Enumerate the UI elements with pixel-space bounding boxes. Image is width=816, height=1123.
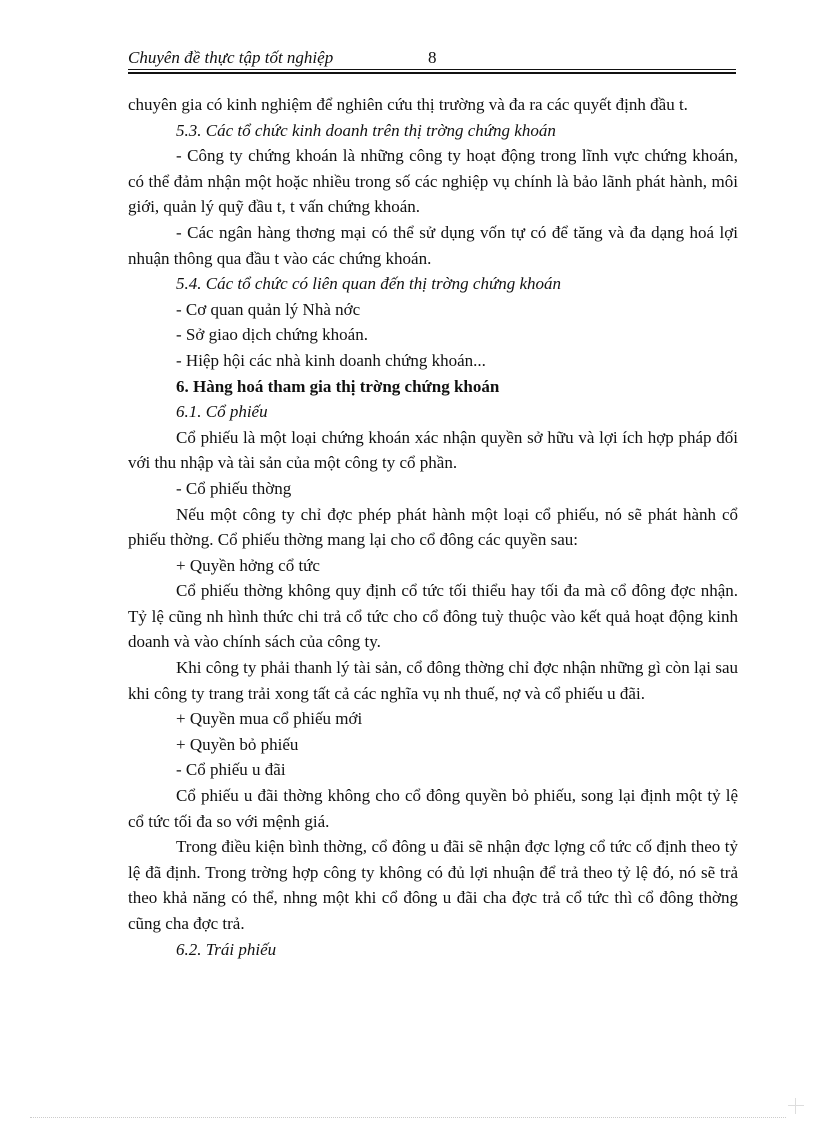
section-heading-6: 6. Hàng hoá tham gia thị trờng chứng khoán <box>176 376 500 396</box>
section-heading-5-3: 5.3. Các tổ chức kinh doanh trên thị trờng chứng khoán <box>176 120 556 140</box>
page-number: 8 <box>428 48 437 67</box>
header-rule-thin <box>128 69 736 70</box>
paragraph-preferred-voting: Cổ phiếu u đãi thờng không cho cổ đông quyền bỏ phiếu, song lại định một tỷ lệ cổ tức tối đa so với mệnh giá. <box>128 786 738 831</box>
section-heading-6-1: 6.1. Cổ phiếu <box>176 402 268 422</box>
header-title: Chuyên đề thực tập tốt nghiệp <box>128 48 334 67</box>
paragraph-dividend-policy: Cổ phiếu thờng không quy định cổ tức tối thiểu hay tối đa mà cổ đông đợc nhận. Tỷ lệ cũng nh hình thức chi trả cổ tức cho cổ đông tuỳ thuộc vào kết quả hoạt động kinh doanh và vào chính sách của công ty. <box>128 581 738 652</box>
list-item-stock-exchange: - Sở giao dịch chứng khoán. <box>176 325 368 345</box>
paragraph-preferred-dividend: Trong điều kiện bình thờng, cổ đông u đãi sẽ nhận đợc lợng cổ tức cố định theo tỷ lệ đã định. Trong trờng hợp công ty không có đủ lợi nhuận để trả theo tỷ lệ đó, nó sẽ trả theo khả năng có thể, nhng một khi cổ đông u đãi cha đợc trả cổ tức thì cổ đông thờng cũng cha đợc trả. <box>128 837 738 933</box>
list-item-voting-right: + Quyền bỏ phiếu <box>176 734 299 754</box>
page-header <box>128 48 736 68</box>
list-item-state-agency: - Cơ quan quản lý Nhà nớc <box>176 299 361 319</box>
footer-dotted-line <box>30 1117 786 1118</box>
paragraph-research: chuyên gia có kinh nghiệm để nghiên cứu thị trường và đa ra các quyết định đầu t. <box>128 95 688 114</box>
paragraph-common-stock-rights: Nếu một công ty chỉ đợc phép phát hành một loại cổ phiếu, nó sẽ phát hành cổ phiếu thờng. Cổ phiếu thờng mang lại cho cổ đông các quyền sau: <box>128 504 738 550</box>
paragraph-securities-company: - Công ty chứng khoán là những công ty hoạt động trong lĩnh vực chứng khoán, có thể đảm nhận một hoặc nhiều trong số các nghiệp vụ chính là bảo lãnh phát hành, môi giới, quản lý quỹ đầu t, t vấn chứng khoán. <box>128 146 738 217</box>
document-body <box>128 92 738 962</box>
header-rule-thick <box>128 72 736 74</box>
section-heading-6-2: 6.2. Trái phiếu <box>176 939 277 959</box>
paragraph-liquidation: Khi công ty phải thanh lý tài sản, cổ đông thờng chỉ đợc nhận những gì còn lại sau khi công ty trang trải xong tất cả các nghĩa vụ nh thuế, nợ và cổ phiếu u đãi. <box>128 658 738 703</box>
section-heading-5-4: 5.4. Các tổ chức có liên quan đến thị trờng chứng khoán <box>176 274 562 294</box>
paragraph-stock-definition: Cổ phiếu là một loại chứng khoán xác nhận quyền sở hữu và lợi ích hợp pháp đối với thu nhập và tài sản của một công ty cổ phần. <box>128 427 738 473</box>
list-item-purchase-right: + Quyền mua cổ phiếu mới <box>176 709 363 729</box>
list-item-dealers-association: - Hiệp hội các nhà kinh doanh chứng khoán... <box>176 350 486 370</box>
list-item-preferred-stock: - Cổ phiếu u đãi <box>176 760 286 780</box>
list-item-common-stock: - Cổ phiếu thờng <box>176 478 292 498</box>
list-item-dividend-right: + Quyền hởng cổ tức <box>176 555 320 575</box>
paragraph-commercial-banks: - Các ngân hàng thơng mại có thể sử dụng vốn tự có để tăng và đa dạng hoá lợi nhuận thông qua đầu t vào các chứng khoán. <box>128 222 738 268</box>
crosshair-icon <box>788 1098 804 1114</box>
